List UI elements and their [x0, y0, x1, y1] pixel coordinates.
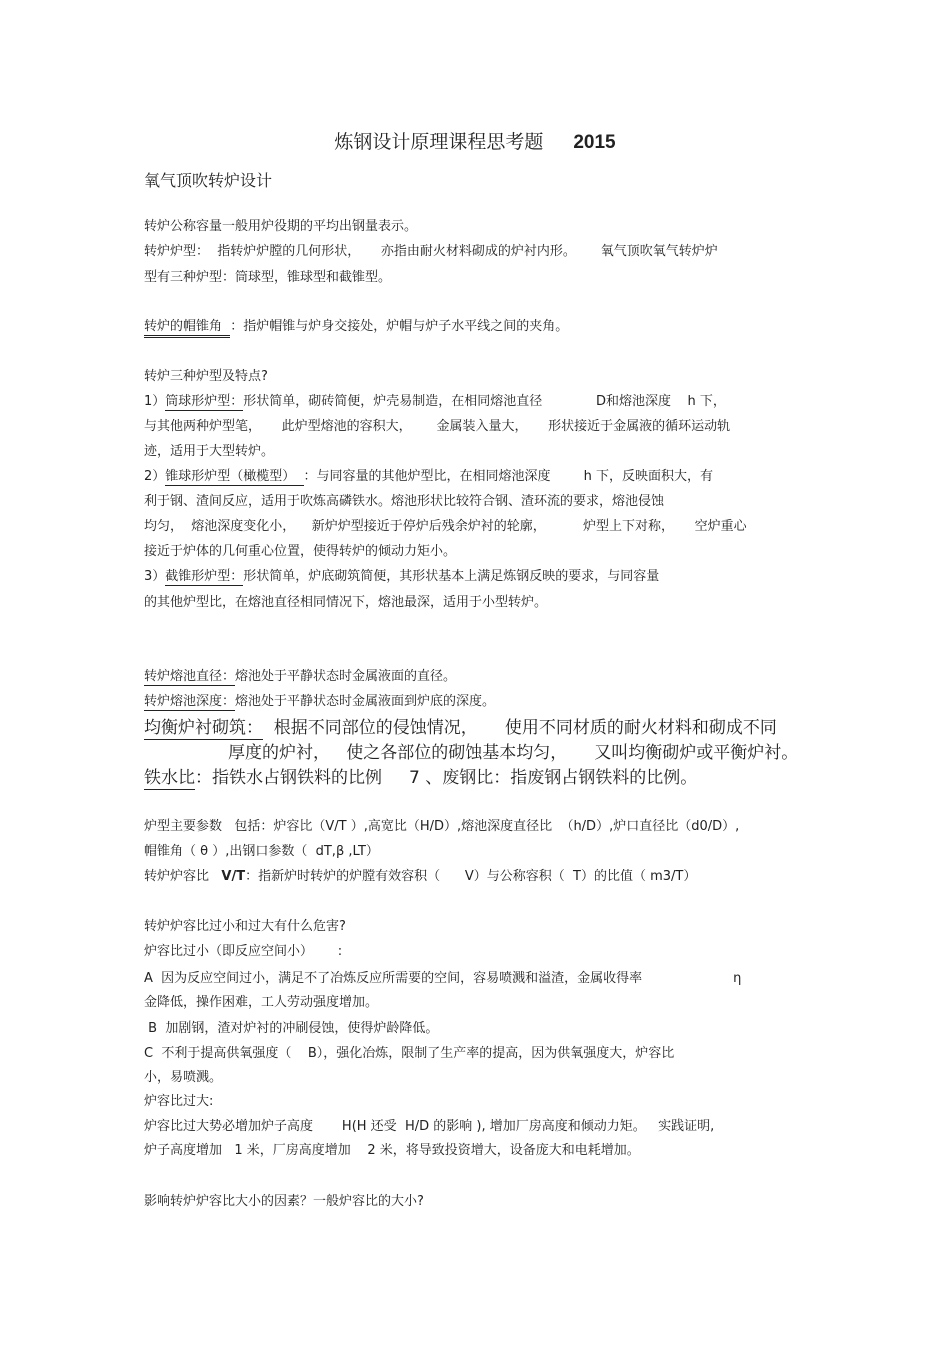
title-text: 炼钢设计原理课程思考题 [334, 131, 544, 153]
item-number: 2） [144, 469, 166, 484]
term-label: 铁水比 [144, 768, 195, 788]
text-line: 帽锥角（ θ ）,出钢口参数（ dT,β ,LT） [144, 844, 379, 859]
term-label: 转炉熔池深度： [144, 694, 236, 709]
text-line: 炉型主要参数 包括：炉容比（V/T ）,高宽比（H/D）,熔池深度直径比 （h/D）,炉口直径比（d0/D）, [144, 819, 740, 834]
text-line: 炉子高度增加 1 米，厂房高度增加 2 米，将导致投资增大，设备庞大和电耗增加。 [144, 1143, 640, 1158]
term-label: 转炉炉容比 [144, 869, 222, 884]
text-line: 型有三种炉型：筒球型，锥球型和截锥型。 [144, 270, 392, 285]
text-line: 炉容比过大: [144, 1094, 214, 1109]
text-line [144, 468, 713, 486]
term-definition: ：指新炉时转炉的炉膛有效容积（ V）与公称容积（ T）的比值（ m3/T） [245, 869, 697, 884]
text-line: 的其他炉型比，在熔池直径相同情况下，熔池最深，适用于小型转炉。 [144, 595, 548, 610]
term-definition: ：与同容量的其他炉型比，在相同熔池深度 h 下，反映面积大，有 [303, 469, 713, 484]
text-line: 接近于炉体的几何重心位置，使得转炉的倾动力矩小。 [144, 544, 457, 559]
term-definition: ：指炉帽锥与炉身交接处，炉帽与炉子水平线之间的夹角。 [230, 319, 569, 334]
text-line: 小，易喷溅。 [144, 1070, 223, 1085]
title-year: 2015 [573, 132, 616, 153]
text-line [144, 318, 568, 336]
text-line [144, 716, 777, 740]
text-line [144, 693, 495, 711]
text-line: 迹，适用于大型转炉。 [144, 444, 275, 459]
text-line [144, 393, 726, 411]
term-label: 锥球形炉型（橄榄型） [165, 469, 304, 484]
term-label: 筒球形炉型： [165, 394, 244, 409]
text-line: 与其他两种炉型笔， 此炉型熔池的容积大， 金属装入量大， 形状接近于金属液的循环运动轨 [144, 419, 731, 434]
text-line: 厚度的炉衬， 使之各部位的砌蚀基本均匀， 又叫均衡砌炉或平衡炉衬。 [228, 743, 799, 763]
term-definition: ：指铁水占钢铁料的比例 7 、废钢比：指废钢占钢铁料的比例。 [195, 768, 698, 788]
text-line [144, 668, 456, 686]
term-definition: 形状简单，砌砖简便，炉壳易制造，在相同熔池直径 D和熔池深度 h 下， [243, 394, 726, 409]
text-line: C 不利于提高供氧强度（ B），强化冶炼，限制了生产率的提高，因为供氧强度大，炉容比 [144, 1046, 675, 1061]
text-line: 金降低，操作困难，工人劳动强度增加。 [144, 995, 379, 1010]
section-heading: 氧气顶吹转炉设计 [144, 171, 273, 190]
text-line: 转炉公称容量一般用炉役期的平均出钢量表示。 [144, 219, 418, 234]
term-symbol: V/T [221, 869, 246, 884]
term-definition: 根据不同部位的侵蚀情况， 使用不同材质的耐火材料和砌成不同 [263, 718, 777, 738]
text-line [144, 766, 697, 790]
term-definition: 形状简单，炉底砌筑简便，其形状基本上满足炼钢反映的要求，与同容量 [243, 569, 660, 584]
term-label: 转炉熔池直径： [144, 669, 236, 684]
term-label: 转炉的帽锥角 [144, 319, 230, 338]
term-label: 均衡炉衬砌筑： [144, 718, 263, 738]
item-number: 3） [144, 569, 166, 584]
text-line: 均匀， 熔池深度变化小， 新炉炉型接近于停炉后残余炉衬的轮廓， 炉型上下对称， 空炉重心 [144, 519, 747, 534]
text-line: 利于钢、渣间反应，适用于吹炼高磷铁水。熔池形状比较符合钢、渣环流的要求，熔池侵蚀 [144, 494, 665, 509]
text-line [144, 568, 659, 586]
text-line: B 加剧钢，渣对炉衬的冲刷侵蚀，使得炉龄降低。 [144, 1021, 439, 1036]
question-line: 影响转炉炉容比大小的因素？一般炉容比的大小? [144, 1194, 424, 1209]
text-line: 转炉炉型： 指转炉炉膛的几何形状， 亦指由耐火材料砌成的炉衬内形。 氧气顶吹氧气转炉炉 [144, 244, 718, 259]
item-number: 1） [144, 394, 166, 409]
question-line: 转炉炉容比过小和过大有什么危害? [144, 919, 346, 934]
text-line: 炉容比过小（即反应空间小） : [144, 944, 343, 959]
term-definition: 熔池处于平静状态时金属液面到炉底的深度。 [235, 694, 496, 709]
question-line: 转炉三种炉型及特点? [144, 369, 268, 384]
page-title [0, 130, 950, 155]
term-label: 截锥形炉型： [165, 569, 244, 584]
text-line [144, 868, 696, 886]
text-line: A 因为反应空间过小，满足不了冶炼反应所需要的空间，容易喷溅和溢渣，金属收得率 η [144, 971, 742, 986]
text-line: 炉容比过大势必增加炉子高度 H(H 还受 H/D 的影响 ), 增加厂房高度和倾动力矩。 实践证明, [144, 1119, 715, 1134]
term-definition: 熔池处于平静状态时金属液面的直径。 [235, 669, 457, 684]
